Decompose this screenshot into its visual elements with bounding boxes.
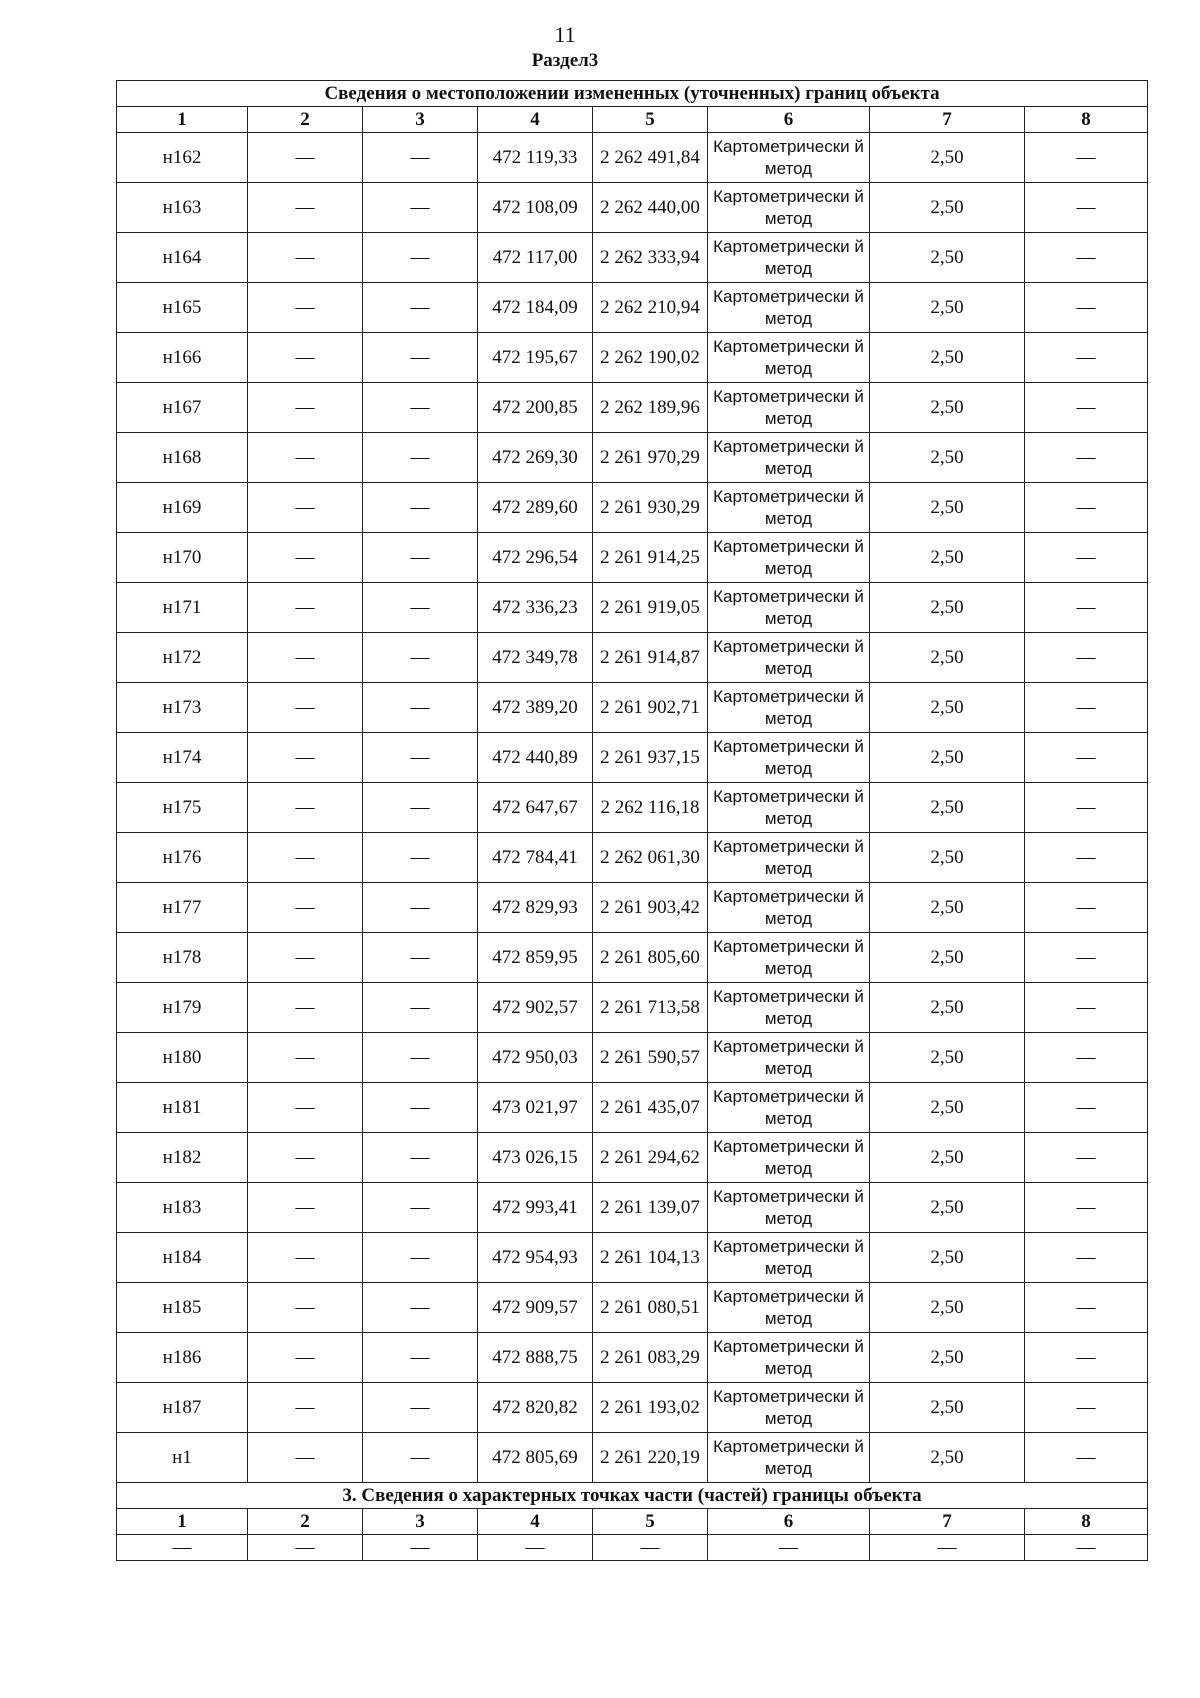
table-cell: —	[1025, 1535, 1148, 1561]
table-cell: —	[1025, 1333, 1148, 1383]
table-cell: н167	[117, 383, 248, 433]
table-cell: 2,50	[870, 733, 1025, 783]
table-cell: Картометрически й метод	[708, 383, 870, 433]
table-cell: 473 026,15	[478, 1133, 593, 1183]
table-row	[117, 283, 1148, 333]
table-cell: 472 389,20	[478, 683, 593, 733]
table-cell: —	[363, 1183, 478, 1233]
table-cell: 472 119,33	[478, 133, 593, 183]
table-cell: —	[1025, 1383, 1148, 1433]
table-cell: —	[248, 1233, 363, 1283]
table-cell: н176	[117, 833, 248, 883]
table-cell: —	[593, 1535, 708, 1561]
table-cell: 2,50	[870, 783, 1025, 833]
table-cell: 2,50	[870, 483, 1025, 533]
table-cell: 2,50	[870, 883, 1025, 933]
table-cell: 2 261 104,13	[593, 1233, 708, 1283]
table-cell: 2 261 193,02	[593, 1383, 708, 1433]
table-cell: —	[363, 1333, 478, 1383]
table-row	[117, 1033, 1148, 1083]
table-cell: 2,50	[870, 533, 1025, 583]
table-cell: —	[248, 1083, 363, 1133]
table-cell: 473 021,97	[478, 1083, 593, 1133]
table-cell: 2 261 083,29	[593, 1333, 708, 1383]
table-cell: —	[1025, 733, 1148, 783]
table-cell: Картометрически й метод	[708, 583, 870, 633]
table-cell: н185	[117, 1283, 248, 1333]
page-number: 11	[554, 22, 576, 47]
table-cell: 2 261 914,87	[593, 633, 708, 683]
table-cell: 472 820,82	[478, 1383, 593, 1433]
column-number: 1	[117, 1509, 248, 1535]
table-row	[117, 883, 1148, 933]
table-cell: 472 200,85	[478, 383, 593, 433]
column-number: 2	[248, 1509, 363, 1535]
column-number: 3	[363, 1509, 478, 1535]
column-number-header	[117, 1509, 1148, 1535]
table-cell: Картометрически й метод	[708, 983, 870, 1033]
table-cell: н180	[117, 1033, 248, 1083]
table-cell: —	[248, 433, 363, 483]
column-number: 8	[1025, 107, 1148, 133]
table1-caption-row	[117, 81, 1148, 107]
table-cell: —	[363, 833, 478, 883]
table-row	[117, 1183, 1148, 1233]
table-cell: 2,50	[870, 633, 1025, 683]
table-cell: 472 647,67	[478, 783, 593, 833]
table-cell: —	[1025, 433, 1148, 483]
table-row	[117, 483, 1148, 533]
column-number: 8	[1025, 1509, 1148, 1535]
boundary-points-table	[116, 80, 1148, 1561]
table-cell: 472 289,60	[478, 483, 593, 533]
table-cell: —	[248, 1383, 363, 1433]
column-number: 6	[708, 1509, 870, 1535]
table-cell: Картометрически й метод	[708, 1283, 870, 1333]
table-cell: —	[363, 733, 478, 783]
table-cell: 472 954,93	[478, 1233, 593, 1283]
table-cell: —	[363, 433, 478, 483]
table-cell: Картометрически й метод	[708, 633, 870, 683]
table-cell: 2,50	[870, 1083, 1025, 1133]
table-row	[117, 183, 1148, 233]
table-cell: н164	[117, 233, 248, 283]
table-cell: 472 784,41	[478, 833, 593, 883]
table-cell: Картометрически й метод	[708, 1233, 870, 1283]
table-cell: 2 261 930,29	[593, 483, 708, 533]
table-row	[117, 583, 1148, 633]
table-cell: —	[363, 233, 478, 283]
table-cell: Картометрически й метод	[708, 1083, 870, 1133]
table-cell: —	[1025, 1183, 1148, 1233]
table-cell: 472 336,23	[478, 583, 593, 633]
table-cell: —	[1025, 583, 1148, 633]
table-cell: —	[248, 533, 363, 583]
table-row	[117, 1333, 1148, 1383]
table-cell: —	[1025, 633, 1148, 683]
table-cell: Картометрически й метод	[708, 483, 870, 533]
table-cell: —	[1025, 333, 1148, 383]
table-cell: —	[1025, 1083, 1148, 1133]
table-cell: —	[248, 633, 363, 683]
column-number: 4	[478, 107, 593, 133]
table-cell: 2 262 116,18	[593, 783, 708, 833]
table-cell: —	[248, 933, 363, 983]
table-cell: н182	[117, 1133, 248, 1183]
table-cell: н173	[117, 683, 248, 733]
table-cell: —	[363, 633, 478, 683]
table-cell: —	[1025, 783, 1148, 833]
table-cell: Картометрически й метод	[708, 233, 870, 283]
table-cell: Картометрически й метод	[708, 1383, 870, 1433]
column-number: 1	[117, 107, 248, 133]
table-cell: 2 262 061,30	[593, 833, 708, 883]
table-cell: —	[248, 1183, 363, 1233]
table-cell: 2 261 435,07	[593, 1083, 708, 1133]
table-cell: —	[1025, 1133, 1148, 1183]
table-cell: н186	[117, 1333, 248, 1383]
table-cell: Картометрически й метод	[708, 683, 870, 733]
table-cell: —	[1025, 883, 1148, 933]
table-cell: Картометрически й метод	[708, 933, 870, 983]
table-cell: 472 888,75	[478, 1333, 593, 1383]
table-cell: —	[478, 1535, 593, 1561]
table-cell: н169	[117, 483, 248, 533]
column-number: 4	[478, 1509, 593, 1535]
table-cell: 2,50	[870, 683, 1025, 733]
table-caption: 3. Сведения о характерных точках части (частей) границы объекта	[117, 1483, 1148, 1509]
table-row	[117, 683, 1148, 733]
table-cell: н166	[117, 333, 248, 383]
table-cell: Картометрически й метод	[708, 733, 870, 783]
table-cell: 2,50	[870, 1183, 1025, 1233]
table-cell: 2,50	[870, 383, 1025, 433]
table-cell: 472 117,00	[478, 233, 593, 283]
column-number: 6	[708, 107, 870, 133]
table-cell: —	[248, 1333, 363, 1383]
table-cell: —	[248, 783, 363, 833]
table-row	[117, 1433, 1148, 1483]
table-row	[117, 983, 1148, 1033]
table-row	[117, 133, 1148, 183]
table-cell: Картометрически й метод	[708, 333, 870, 383]
table-cell: —	[248, 1283, 363, 1333]
table-cell: —	[363, 783, 478, 833]
table-cell: —	[248, 683, 363, 733]
table-cell: 472 902,57	[478, 983, 593, 1033]
table-cell: —	[1025, 183, 1148, 233]
table-cell: 2,50	[870, 1383, 1025, 1433]
table-cell: —	[248, 733, 363, 783]
table-cell: 472 805,69	[478, 1433, 593, 1483]
column-number: 7	[870, 107, 1025, 133]
table-cell: 472 195,67	[478, 333, 593, 383]
table-cell: н179	[117, 983, 248, 1033]
table-cell: н163	[117, 183, 248, 233]
table-cell: —	[1025, 1033, 1148, 1083]
table-cell: 472 108,09	[478, 183, 593, 233]
table-cell: —	[1025, 1283, 1148, 1333]
table-cell: —	[1025, 1433, 1148, 1483]
table-cell: н175	[117, 783, 248, 833]
table-cell: 472 950,03	[478, 1033, 593, 1083]
table-row	[117, 783, 1148, 833]
table-cell: 2 261 914,25	[593, 533, 708, 583]
table-cell: —	[1025, 483, 1148, 533]
table-cell: —	[1025, 1233, 1148, 1283]
table-cell: —	[363, 1433, 478, 1483]
table-cell: Картометрически й метод	[708, 833, 870, 883]
table-cell: —	[363, 483, 478, 533]
table-row	[117, 433, 1148, 483]
table-cell: 2,50	[870, 583, 1025, 633]
table-cell: —	[1025, 983, 1148, 1033]
column-number-header	[117, 107, 1148, 133]
table-row	[117, 1133, 1148, 1183]
table-cell: 2,50	[870, 1033, 1025, 1083]
table-cell: 2 261 220,19	[593, 1433, 708, 1483]
table-row	[117, 733, 1148, 783]
table-cell: Картометрически й метод	[708, 783, 870, 833]
table-cell: 2 261 937,15	[593, 733, 708, 783]
table-row	[117, 833, 1148, 883]
table-row	[117, 1383, 1148, 1433]
table-cell: 2 261 903,42	[593, 883, 708, 933]
table-cell: —	[363, 1233, 478, 1283]
table-row	[117, 1283, 1148, 1333]
table-cell: 472 440,89	[478, 733, 593, 783]
table-cell: —	[248, 583, 363, 633]
table-cell: —	[248, 883, 363, 933]
table-cell: 2,50	[870, 233, 1025, 283]
table-cell: —	[1025, 233, 1148, 283]
table-cell: 2 261 080,51	[593, 1283, 708, 1333]
table-cell: —	[1025, 283, 1148, 333]
table-cell: —	[363, 183, 478, 233]
table-cell: Картометрически й метод	[708, 1433, 870, 1483]
table-cell: н172	[117, 633, 248, 683]
table-cell: 472 184,09	[478, 283, 593, 333]
table-cell: —	[363, 883, 478, 933]
table-cell: н177	[117, 883, 248, 933]
table-cell: 2 262 333,94	[593, 233, 708, 283]
column-number: 5	[593, 1509, 708, 1535]
table-cell: Картометрически й метод	[708, 1133, 870, 1183]
table-row	[117, 1233, 1148, 1283]
table-row	[117, 383, 1148, 433]
column-number: 2	[248, 107, 363, 133]
column-number: 5	[593, 107, 708, 133]
table-cell: —	[363, 283, 478, 333]
table-cell: —	[363, 133, 478, 183]
table-row	[117, 1083, 1148, 1133]
table-cell: Картометрически й метод	[708, 433, 870, 483]
table-cell: —	[1025, 683, 1148, 733]
table-cell: —	[708, 1535, 870, 1561]
table-cell: —	[363, 383, 478, 433]
table-cell: н181	[117, 1083, 248, 1133]
table-cell: 2 262 440,00	[593, 183, 708, 233]
table-cell: 472 829,93	[478, 883, 593, 933]
table-caption: Сведения о местоположении измененных (уточненных) границ объекта	[117, 81, 1148, 107]
table-cell: 2 261 294,62	[593, 1133, 708, 1183]
table-row	[117, 1535, 1148, 1561]
table-cell: н187	[117, 1383, 248, 1433]
table-cell: 2 261 590,57	[593, 1033, 708, 1083]
table-cell: —	[248, 833, 363, 883]
table-cell: —	[363, 1535, 478, 1561]
table-cell: —	[363, 983, 478, 1033]
table-cell: 2 262 189,96	[593, 383, 708, 433]
table-cell: —	[248, 483, 363, 533]
table-cell: —	[248, 1535, 363, 1561]
table-cell: Картометрически й метод	[708, 1033, 870, 1083]
table-cell: 2 261 713,58	[593, 983, 708, 1033]
table-cell: 472 296,54	[478, 533, 593, 583]
table-cell: —	[248, 1433, 363, 1483]
table-cell: 472 269,30	[478, 433, 593, 483]
table-cell: н174	[117, 733, 248, 783]
table-row	[117, 333, 1148, 383]
table-row	[117, 233, 1148, 283]
table-cell: —	[363, 1033, 478, 1083]
table-cell: —	[1025, 833, 1148, 883]
table-cell: —	[117, 1535, 248, 1561]
table-cell: Картометрически й метод	[708, 133, 870, 183]
table-cell: 2 262 210,94	[593, 283, 708, 333]
column-number: 3	[363, 107, 478, 133]
table-cell: Картометрически й метод	[708, 1333, 870, 1383]
table-row	[117, 533, 1148, 583]
table-row	[117, 933, 1148, 983]
table-cell: 472 909,57	[478, 1283, 593, 1333]
table-cell: —	[248, 283, 363, 333]
table-cell: —	[363, 1133, 478, 1183]
table2-caption-row	[117, 1483, 1148, 1509]
table-cell: —	[363, 933, 478, 983]
table-cell: 2,50	[870, 133, 1025, 183]
table-cell: 2,50	[870, 833, 1025, 883]
table-cell: 2,50	[870, 983, 1025, 1033]
table-cell: 2 262 190,02	[593, 333, 708, 383]
table-cell: н184	[117, 1233, 248, 1283]
table-cell: н1	[117, 1433, 248, 1483]
table-cell: 2,50	[870, 283, 1025, 333]
table-cell: —	[248, 383, 363, 433]
table-cell: —	[248, 233, 363, 283]
table-cell: —	[363, 1283, 478, 1333]
section-title: Раздел3	[531, 50, 599, 71]
table-cell: Картометрически й метод	[708, 183, 870, 233]
table-cell: 472 993,41	[478, 1183, 593, 1233]
table-cell: н178	[117, 933, 248, 983]
table-cell: 2 261 970,29	[593, 433, 708, 483]
table-cell: —	[363, 1083, 478, 1133]
table-cell: 2 261 805,60	[593, 933, 708, 983]
table-cell: 2,50	[870, 1133, 1025, 1183]
table-cell: 2,50	[870, 1333, 1025, 1383]
column-number: 7	[870, 1509, 1025, 1535]
table-cell: —	[363, 583, 478, 633]
table-cell: —	[248, 333, 363, 383]
table-cell: 2,50	[870, 333, 1025, 383]
table-cell: н171	[117, 583, 248, 633]
table-cell: —	[1025, 133, 1148, 183]
table-cell: 2 261 902,71	[593, 683, 708, 733]
table-cell: н168	[117, 433, 248, 483]
table-cell: 2,50	[870, 933, 1025, 983]
table-cell: —	[248, 983, 363, 1033]
table-cell: 2 261 139,07	[593, 1183, 708, 1233]
table-cell: Картометрически й метод	[708, 1183, 870, 1233]
table-cell: —	[1025, 933, 1148, 983]
table-cell: —	[363, 1383, 478, 1433]
table-cell: 472 859,95	[478, 933, 593, 983]
table-cell: —	[1025, 533, 1148, 583]
table-cell: —	[248, 1033, 363, 1083]
table-cell: н183	[117, 1183, 248, 1233]
table-cell: 2 261 919,05	[593, 583, 708, 633]
table-cell: 2,50	[870, 433, 1025, 483]
table-cell: —	[248, 183, 363, 233]
table-cell: н165	[117, 283, 248, 333]
table-cell: —	[248, 1133, 363, 1183]
table-cell: н162	[117, 133, 248, 183]
table-cell: Картометрически й метод	[708, 883, 870, 933]
table-cell: Картометрически й метод	[708, 533, 870, 583]
table-cell: —	[363, 333, 478, 383]
table-cell: —	[363, 533, 478, 583]
table-cell: 472 349,78	[478, 633, 593, 683]
table-cell: 2,50	[870, 1283, 1025, 1333]
table-cell: 2,50	[870, 1233, 1025, 1283]
table-cell: 2,50	[870, 183, 1025, 233]
table-cell: Картометрически й метод	[708, 283, 870, 333]
table-cell: н170	[117, 533, 248, 583]
table-cell: 2 262 491,84	[593, 133, 708, 183]
table-cell: —	[1025, 383, 1148, 433]
table-cell: —	[870, 1535, 1025, 1561]
table-row	[117, 633, 1148, 683]
table-cell: —	[248, 133, 363, 183]
table-cell: 2,50	[870, 1433, 1025, 1483]
table-cell: —	[363, 683, 478, 733]
